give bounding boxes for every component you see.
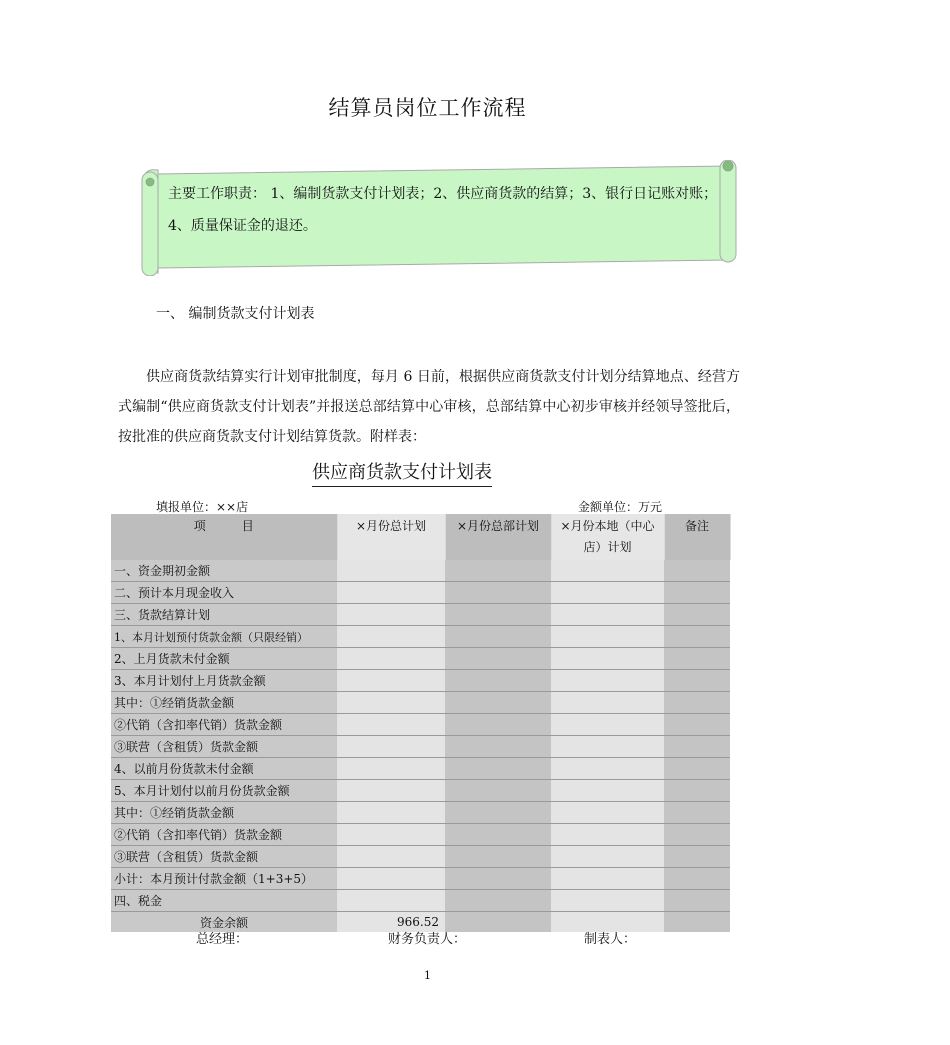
cell-local — [551, 824, 664, 846]
table-row — [111, 670, 730, 692]
row-label: 4、以前月份货款未付金额 — [111, 758, 337, 780]
cell-remarks — [664, 912, 730, 933]
cell-total — [337, 824, 445, 846]
body-paragraph: 供应商货款结算实行计划审批制度，每月 6 日前，根据供应商货款支付计划分结算地点、经营方式编制“供应商货款支付计划表”并报送总部结算中心审核，总部结算中心初步审核并经领导签批后，按批准的供应商货款支付计划结算货款。附样表： — [118, 369, 740, 445]
table-header-row — [111, 514, 730, 560]
cell-remarks — [664, 758, 730, 780]
cell-remarks — [664, 582, 730, 604]
cell-local — [551, 780, 664, 802]
row-label: ③联营（含租赁）货款金额 — [111, 846, 337, 868]
cell-total — [337, 626, 445, 648]
row-label: 其中：①经销货款金额 — [111, 692, 337, 714]
cell-remarks — [664, 670, 730, 692]
page-title: 结算员岗位工作流程 — [328, 96, 527, 120]
cell-local — [551, 670, 664, 692]
cell-local — [551, 758, 664, 780]
cell-hq — [445, 626, 551, 648]
cell-local — [551, 890, 664, 912]
duties-text: 主要工作职责： 1、编制货款支付计划表；2、供应商货款的结算；3、银行日记账对账；4、质量保证金的退还。 — [168, 186, 718, 234]
header-hq-plan: ×月份总部计划 — [445, 514, 551, 560]
table-row — [111, 780, 730, 802]
cell-remarks — [664, 890, 730, 912]
row-label: 3、本月计划付上月货款金额 — [111, 670, 337, 692]
page-number: 1 — [424, 969, 431, 982]
cell-hq — [445, 560, 551, 582]
table-row — [111, 824, 730, 846]
cell-total — [337, 670, 445, 692]
cell-hq — [445, 846, 551, 868]
cell-hq — [445, 824, 551, 846]
cell-local — [551, 736, 664, 758]
payment-plan-table — [111, 514, 731, 932]
cell-remarks — [664, 714, 730, 736]
cell-hq — [445, 758, 551, 780]
cell-local — [551, 692, 664, 714]
cell-hq — [445, 670, 551, 692]
header-item: 项 目 — [111, 514, 337, 560]
table-row — [111, 560, 730, 582]
header-total-plan: ×月份总计划 — [337, 514, 445, 560]
reporting-unit: 填报单位：××店 — [156, 500, 249, 514]
row-label: 四、税金 — [111, 890, 337, 912]
cell-remarks — [664, 780, 730, 802]
cell-hq — [445, 604, 551, 626]
cell-remarks — [664, 626, 730, 648]
row-label: 其中：①经销货款金额 — [111, 802, 337, 824]
cell-remarks — [664, 648, 730, 670]
cell-total — [337, 802, 445, 824]
cell-remarks — [664, 802, 730, 824]
cell-remarks — [664, 846, 730, 868]
cell-remarks — [664, 560, 730, 582]
row-label: 2、上月货款未付金额 — [111, 648, 337, 670]
cell-hq — [445, 736, 551, 758]
row-label: ②代销（含扣率代销）货款金额 — [111, 714, 337, 736]
signature-finance: 财务负责人： — [388, 932, 467, 947]
row-label: ③联营（含租赁）货款金额 — [111, 736, 337, 758]
header-local-plan: ×月份本地（中心店）计划 — [551, 514, 664, 560]
table-row — [111, 714, 730, 736]
balance-total-value: 966.52 — [337, 912, 445, 933]
cell-total — [337, 714, 445, 736]
table-row — [111, 604, 730, 626]
cell-total — [337, 648, 445, 670]
cell-remarks — [664, 736, 730, 758]
cell-hq — [445, 802, 551, 824]
cell-total — [337, 890, 445, 912]
table-row — [111, 802, 730, 824]
cell-local — [551, 846, 664, 868]
cell-total — [337, 604, 445, 626]
table-row — [111, 868, 730, 890]
cell-local — [551, 802, 664, 824]
cell-hq — [445, 582, 551, 604]
table-row — [111, 626, 730, 648]
cell-hq — [445, 714, 551, 736]
row-label: 三、货款结算计划 — [111, 604, 337, 626]
row-label: 一、资金期初金额 — [111, 560, 337, 582]
table-row — [111, 890, 730, 912]
signature-manager: 总经理： — [196, 932, 249, 947]
cell-total — [337, 758, 445, 780]
cell-remarks — [664, 692, 730, 714]
cell-local — [551, 604, 664, 626]
cell-hq — [445, 648, 551, 670]
table-row — [111, 648, 730, 670]
section-heading: 一、 编制货款支付计划表 — [156, 306, 315, 322]
cell-local — [551, 582, 664, 604]
table-row — [111, 692, 730, 714]
cell-local — [551, 648, 664, 670]
cell-remarks — [664, 604, 730, 626]
table-row — [111, 736, 730, 758]
row-label: 小计：本月预计付款金额（1+3+5） — [111, 868, 337, 890]
cell-local — [551, 626, 664, 648]
signature-preparer: 制表人： — [584, 932, 637, 947]
cell-total — [337, 560, 445, 582]
row-label: 5、本月计划付以前月份货款金额 — [111, 780, 337, 802]
cell-total — [337, 736, 445, 758]
cell-hq — [445, 890, 551, 912]
table-title: 供应商货款支付计划表 — [312, 458, 492, 487]
row-label: 二、预计本月现金收入 — [111, 582, 337, 604]
cell-hq — [445, 692, 551, 714]
cell-remarks — [664, 824, 730, 846]
table-row — [111, 846, 730, 868]
cell-hq — [445, 868, 551, 890]
cell-local — [551, 868, 664, 890]
cell-local — [551, 560, 664, 582]
header-remarks: 备注 — [664, 514, 730, 560]
cell-remarks — [664, 868, 730, 890]
cell-total — [337, 868, 445, 890]
amount-unit: 金额单位：万元 — [578, 500, 663, 514]
cell-hq — [445, 780, 551, 802]
row-label: 1、本月计划预付货款金额（只限经销） — [111, 626, 337, 648]
balance-label: 资金余额 — [111, 912, 337, 933]
cell-local — [551, 714, 664, 736]
cell-total — [337, 780, 445, 802]
cell-total — [337, 582, 445, 604]
cell-total — [337, 846, 445, 868]
row-label: ②代销（含扣率代销）货款金额 — [111, 824, 337, 846]
cell-total — [337, 692, 445, 714]
table-row — [111, 758, 730, 780]
table-row — [111, 582, 730, 604]
